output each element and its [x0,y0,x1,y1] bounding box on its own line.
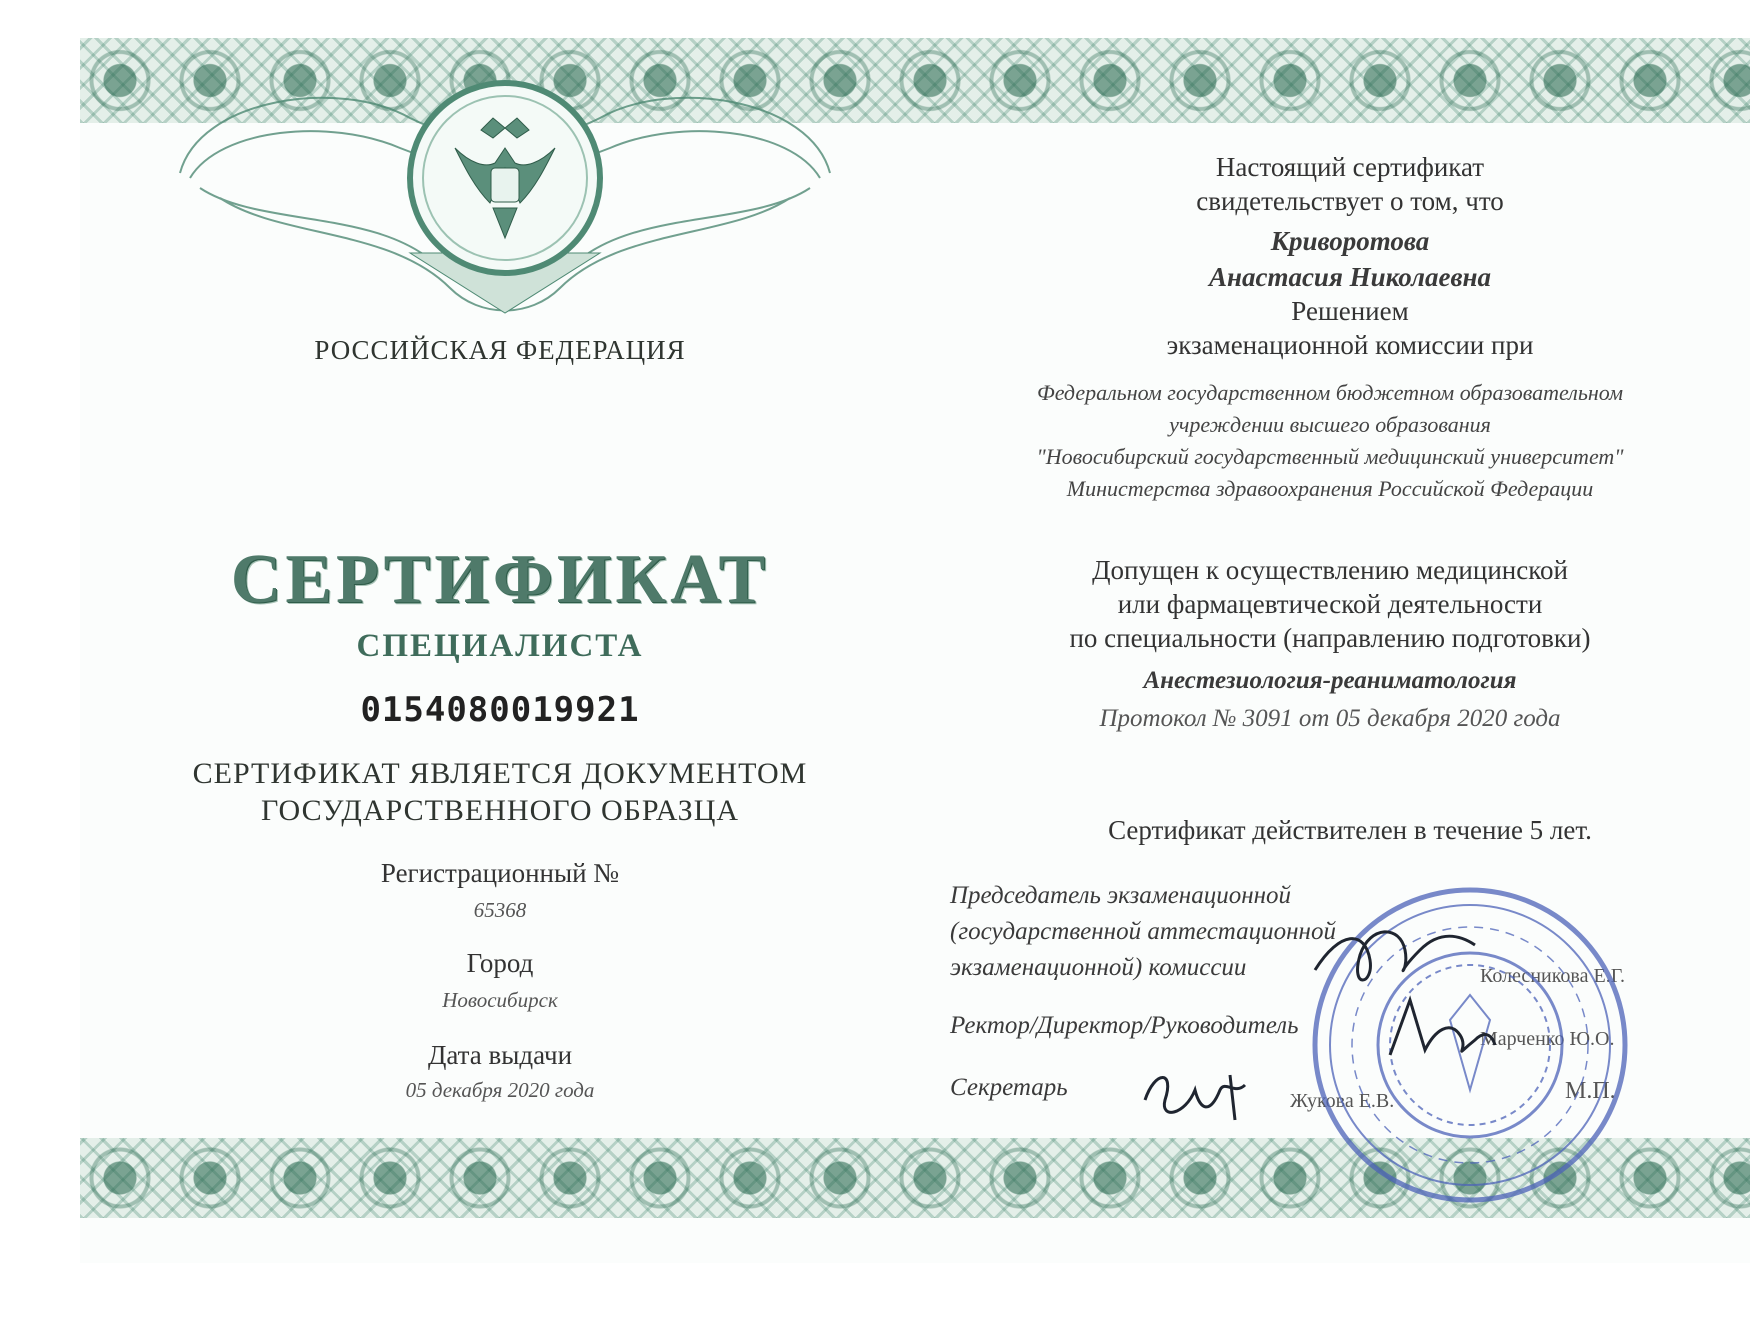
organization-line2: учреждении высшего образования [1169,412,1491,437]
organization-line1: Федеральном государственном бюджетном образовательном [1037,380,1623,405]
emblem-ornament [160,38,850,338]
chair-title-line3: экзаменационной) комиссии [950,954,1247,981]
decision-line: Решением [1291,296,1409,326]
rector-name: Марченко Ю.О. [1480,1028,1615,1050]
holder-given-names: Анастасия Николаевна [1208,262,1492,292]
protocol-line: Протокол № 3091 от 05 декабря 2020 года [1099,705,1561,732]
admission-line2: или фармацевтической деятельности [1117,589,1543,619]
intro-line2: свидетельствует о том, что [1196,186,1504,216]
city-value: Новосибирск [442,988,558,1012]
chair-signature [1310,910,1480,1000]
rector-title: Ректор/Директор/Руководитель [950,1012,1299,1039]
issue-date-label: Дата выдачи [427,1040,573,1070]
document-status-line2: ГОСУДАРСТВЕННОГО ОБРАЗЦА [260,794,740,827]
admission-line3: по специальности (направлению подготовки) [1069,623,1591,653]
intro-line1: Настоящий сертификат [1215,152,1485,182]
validity-line: Сертификат действителен в течение 5 лет. [1108,815,1592,845]
secretary-title: Секретарь [950,1074,1068,1101]
organization-line4: Министерства здравоохранения Российской Федерации [1066,476,1594,501]
specialty: Анестезиология-реаниматология [1143,667,1517,694]
admission-line1: Допущен к осуществлению медицинской [1092,555,1568,585]
certificate-title: СЕРТИФИКАТ [230,541,770,618]
chair-name: Колесникова Е.Г. [1480,965,1625,987]
holder-surname: Криворотова [1270,226,1430,256]
registration-label: Регистрационный № [380,858,620,888]
issue-date-value: 05 декабря 2020 года [405,1078,595,1102]
certificate-subtitle: СПЕЦИАЛИСТА [356,628,644,664]
certificate-number: 0154080019921 [360,690,640,730]
secretary-name: Жукова Е.В. [1290,1090,1395,1112]
country-name: РОССИЙСКАЯ ФЕДЕРАЦИЯ [314,335,686,365]
commission-line: экзаменационной комиссии при [1166,330,1534,360]
registration-value: 65368 [473,898,527,922]
chair-title-line1: Председатель экзаменационной [950,882,1292,909]
chair-title-line2: (государственной аттестационной [950,918,1336,945]
city-label: Город [466,948,534,978]
secretary-signature [1135,1060,1255,1130]
chair-title [950,878,1336,986]
rector-signature [1380,990,1500,1070]
stamp-place-label: М.П. [1565,1078,1616,1104]
organization-line3: "Новосибирский государственный медицинский университет" [1036,444,1624,469]
document-status-line1: СЕРТИФИКАТ ЯВЛЯЕТСЯ ДОКУМЕНТОМ [192,757,808,790]
